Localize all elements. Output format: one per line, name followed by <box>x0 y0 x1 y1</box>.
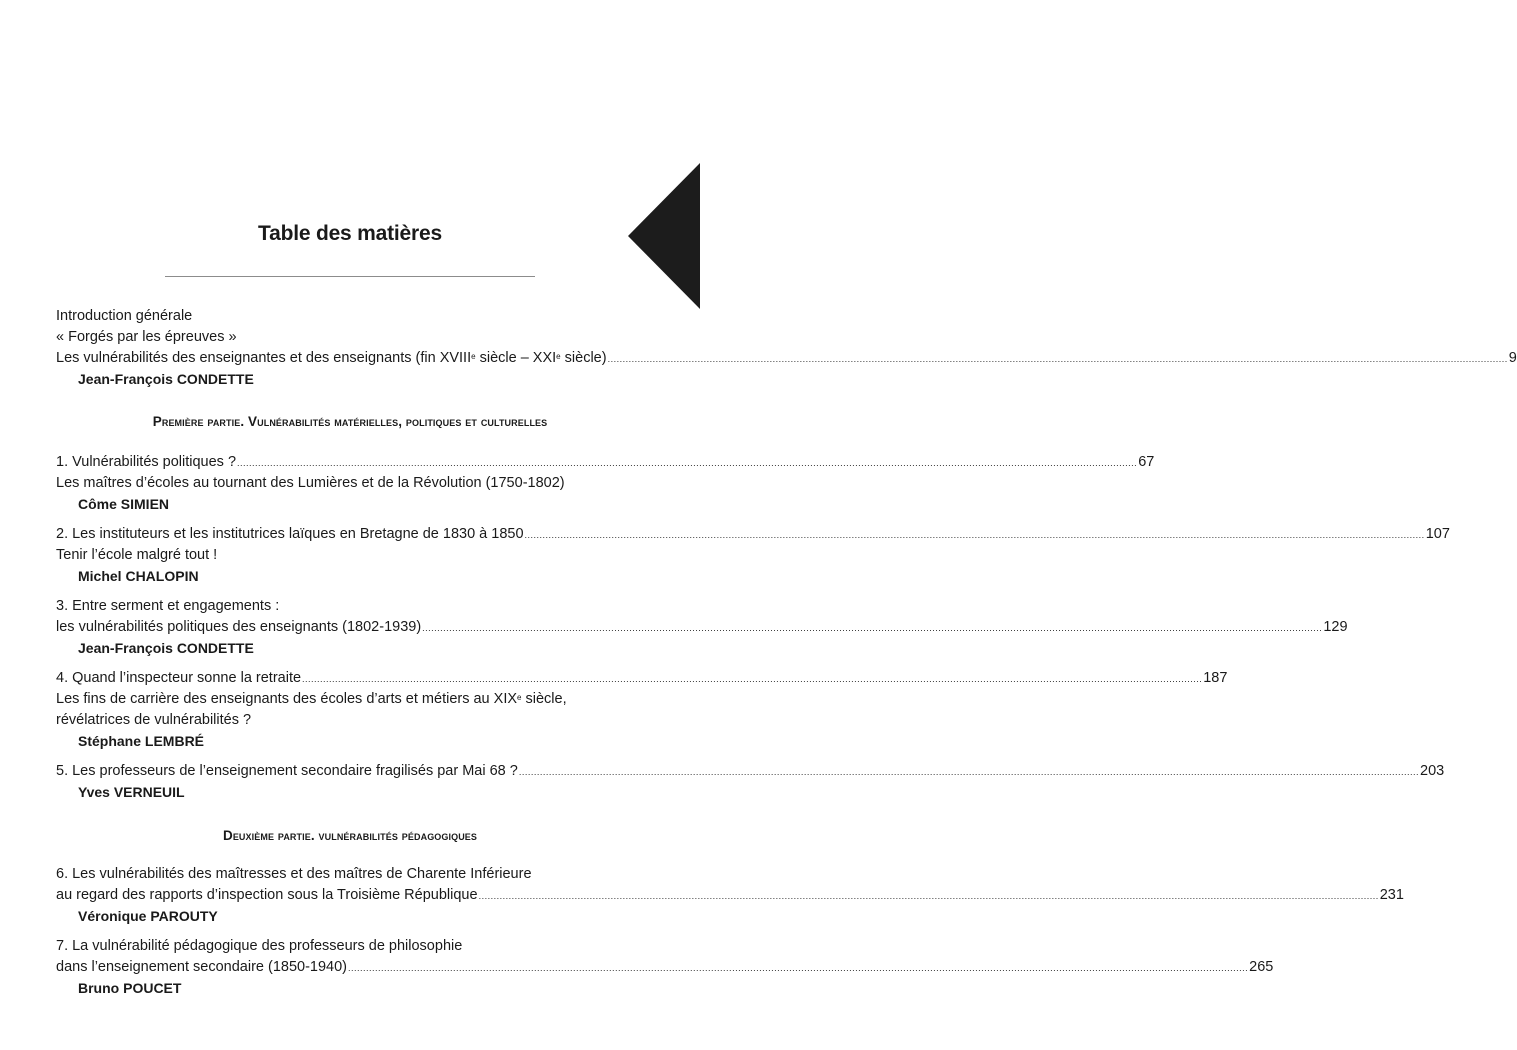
chapter-subtitle: dans l’enseignement secondaire (1850-1940) <box>56 959 347 975</box>
toc-entry-2 <box>56 524 1450 587</box>
author-name: Yves VERNEUIL <box>78 784 185 800</box>
toc-entry-1 <box>56 452 1155 515</box>
part-heading-1: Première partie. Vulnérabilités matérielles, politiques et culturelles <box>152 414 548 429</box>
page-title: Table des matières <box>258 222 442 245</box>
toc-entry-3 <box>56 596 1348 659</box>
toc-entry-6 <box>56 864 1404 927</box>
chapter-title: 6. Les vulnérabilités des maîtresses et des maîtres de Charente Inférieure <box>56 866 532 882</box>
chapter-title: 2. Les instituteurs et les institutrices laïques en Bretagne de 1830 à 1850 <box>56 526 524 542</box>
chapter-subtitle-continued: révélatrices de vulnérabilités ? <box>56 712 252 728</box>
toc-entry-4 <box>56 668 1228 752</box>
dot-leader: ............................................................................................................................................................................................................................................................................................................ <box>524 530 1425 540</box>
chapter-subtitle: au regard des rapports d’inspection sous la Troisième République <box>56 887 478 903</box>
dot-leader: ............................................................................................................................................................................................................................................................................................................ <box>237 458 1138 468</box>
page-number: 129 <box>1323 619 1348 635</box>
page-number: 67 <box>1138 454 1155 470</box>
author-name: Jean-François CONDETTE <box>78 371 254 387</box>
dot-leader: ............................................................................................................................................................................................................................................................................................................ <box>302 674 1203 684</box>
chapter-subtitle: Les maîtres d’écoles au tournant des Lumières et de la Révolution (1750-1802) <box>56 475 565 491</box>
intro-subtitle: Les vulnérabilités des enseignantes et des enseignants (fin XVIIIe siècle – XXIe siècle) <box>56 350 607 366</box>
author-name: Michel CHALOPIN <box>78 568 199 584</box>
chapter-title: 3. Entre serment et engagements : <box>56 598 280 614</box>
page-number: 265 <box>1249 959 1274 975</box>
intro-subtitle-line <box>56 348 1517 369</box>
page-number: 231 <box>1379 887 1404 903</box>
chapter-title: 1. Vulnérabilités politiques ? <box>56 454 237 470</box>
dot-leader: ............................................................................................................................................................................................................................................................................................................ <box>478 891 1379 901</box>
intro-title: « Forgés par les épreuves » <box>56 329 237 345</box>
author-name: Stéphane LEMBRÉ <box>78 733 205 749</box>
page-number: 203 <box>1420 763 1445 779</box>
chapter-title: 4. Quand l’inspecteur sonne la retraite <box>56 670 302 686</box>
chapter-title: 7. La vulnérabilité pédagogique des professeurs de philosophie <box>56 938 463 954</box>
page-number: 187 <box>1203 670 1228 686</box>
dot-leader: ............................................................................................................................................................................................................................................................................................................ <box>607 354 1508 364</box>
dot-leader: ............................................................................................................................................................................................................................................................................................................ <box>348 963 1249 973</box>
title-divider <box>165 276 535 277</box>
toc-entry-5 <box>56 761 1445 803</box>
author-name: Bruno POUCET <box>78 980 182 996</box>
dot-leader: ............................................................................................................................................................................................................................................................................................................ <box>518 767 1419 777</box>
chapter-subtitle: les vulnérabilités politiques des enseignants (1802-1939) <box>56 619 422 635</box>
toc-entry-7 <box>56 936 1274 999</box>
dot-leader: ............................................................................................................................................................................................................................................................................................................ <box>422 623 1323 633</box>
chapter-title: 5. Les professeurs de l’enseignement secondaire fragilisés par Mai 68 ? <box>56 763 518 779</box>
page-number: 9 <box>1508 350 1517 366</box>
toc-entry-introduction <box>56 306 1517 390</box>
part-heading-2: Deuxième partie. vulnérabilités pédagogiques <box>222 828 477 843</box>
author-name: Jean-François CONDETTE <box>78 640 254 656</box>
chapter-subtitle: Les fins de carrière des enseignants des écoles d’arts et métiers au XIXe siècle, <box>56 691 567 707</box>
page-number: 107 <box>1425 526 1450 542</box>
author-name: Véronique PAROUTY <box>78 908 218 924</box>
intro-heading: Introduction générale <box>56 308 193 324</box>
author-name: Côme SIMIEN <box>78 496 170 512</box>
chapter-subtitle: Tenir l’école malgré tout ! <box>56 547 218 563</box>
